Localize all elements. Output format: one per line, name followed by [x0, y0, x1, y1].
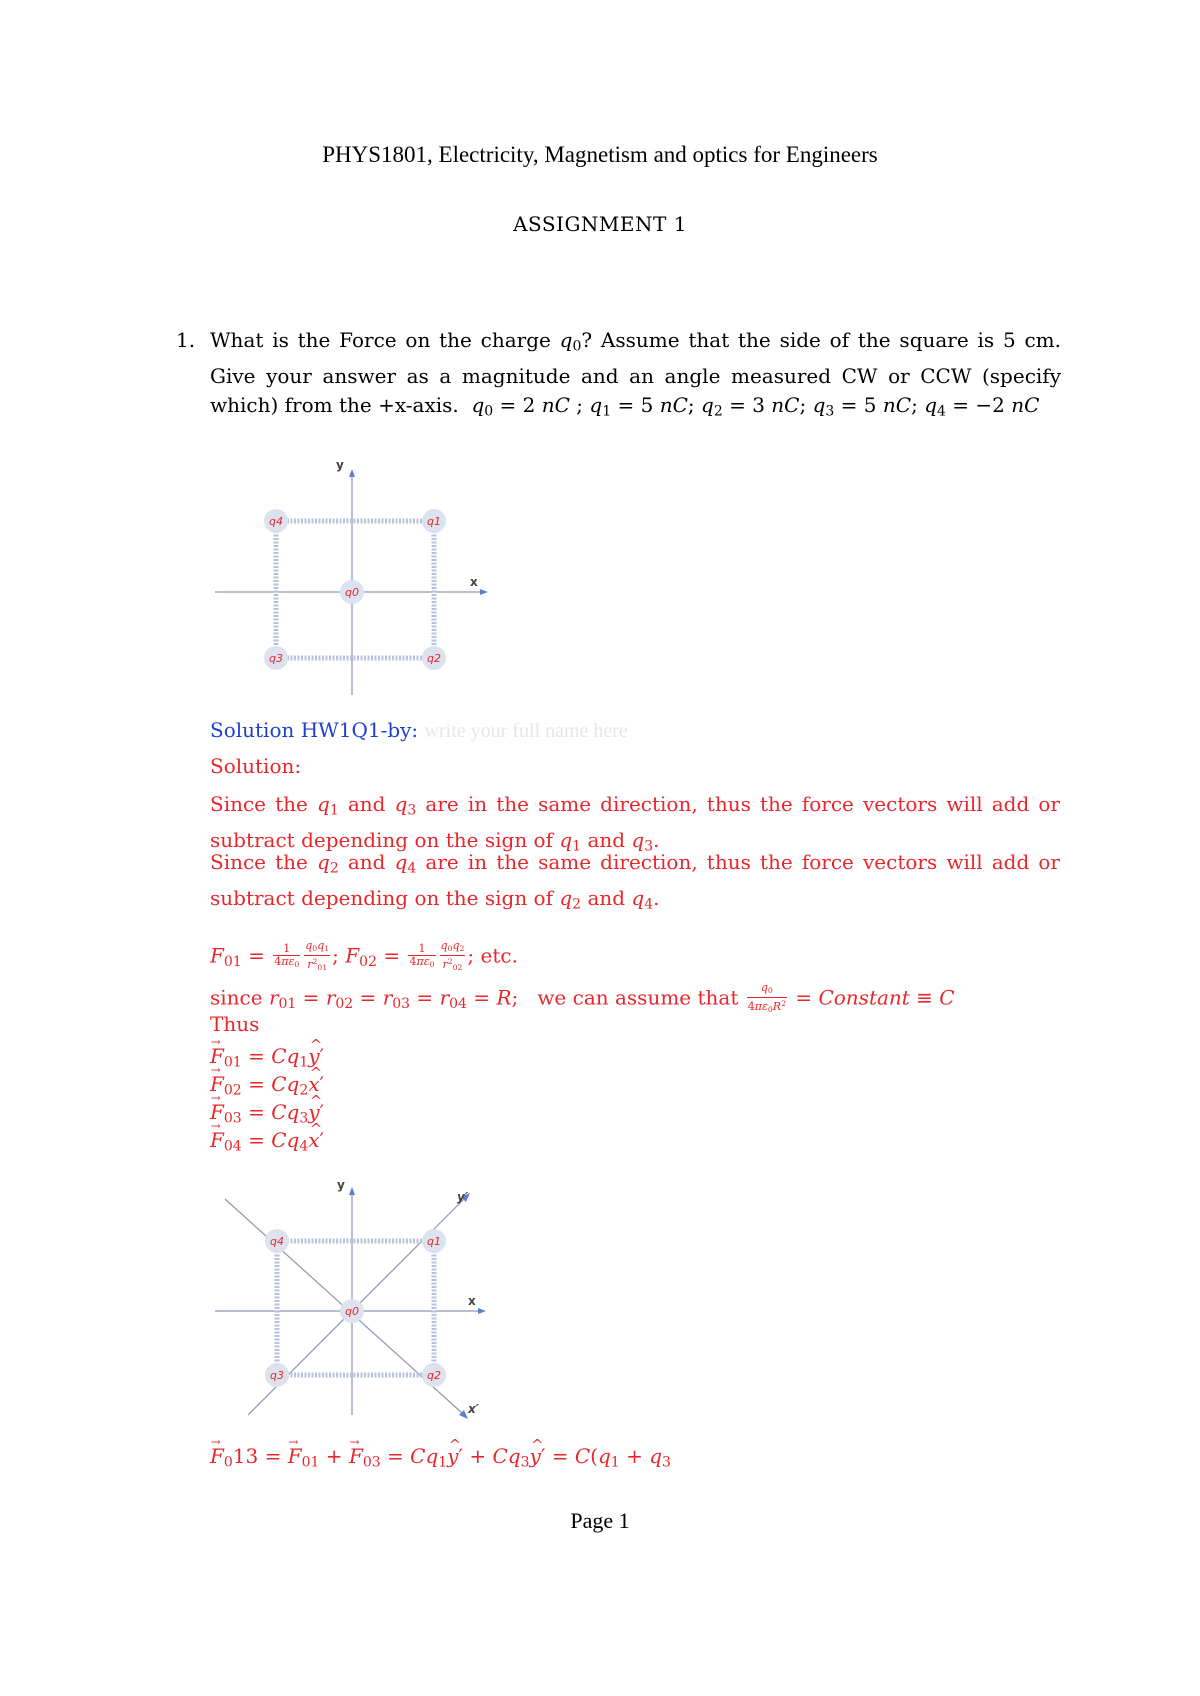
- charge-q4: [264, 509, 288, 533]
- charge-q0: [340, 1299, 364, 1323]
- svg-text:q1: q1: [427, 1235, 441, 1248]
- force-sum-13-equation: → $F_013$ = → $F_{01}$ + → $F_{03}$ = $Cq_1\^{}$ $y' + Cq_3\^{}$ $y' = C(q_1 + q_3$: [210, 1444, 671, 1471]
- svg-text:q4: q4: [269, 515, 283, 528]
- svg-text:q3: q3: [269, 652, 283, 665]
- y-axis-arrow: [349, 1187, 355, 1195]
- page-number: Page 1: [570, 1508, 630, 1533]
- y-axis-arrow: [349, 469, 355, 477]
- question-number: 1.: [176, 328, 196, 352]
- charge-q1: [422, 509, 446, 533]
- charge-q1: [422, 1229, 446, 1253]
- x-axis-label: x: [468, 1294, 476, 1308]
- assignment-title: ASSIGNMENT 1: [513, 212, 687, 236]
- solution-paragraph-2: Since the $q_2$ and $q_4$ are in the same direction, thus the force vectors will add or subtract depending on the sign of $q_2$ and $q_4$.: [210, 850, 1060, 912]
- x-axis-arrow: [480, 589, 488, 595]
- svg-text:q4: q4: [270, 1235, 284, 1248]
- solution-heading-line: [210, 718, 628, 743]
- svg-text:q3: q3: [270, 1369, 284, 1382]
- svg-text:q0: q0: [345, 586, 359, 599]
- rotated-axes-diagram: [200, 1175, 500, 1425]
- force-vector-03: → $F_{03}$ = $Cq_3\^{}$ y′: [210, 1100, 324, 1127]
- charge-q3: [264, 646, 288, 670]
- x-axis-label: x: [470, 575, 478, 589]
- svg-text:q2: q2: [427, 652, 441, 665]
- name-placeholder: write your full name here: [424, 720, 628, 742]
- distance-equality-line: since $r_{01} = r_{02} = r_{03} = r_{04} = R$; we can assume that $\frac{q_0}{4\pi\varepsilon_0R^2}$ = Constant ≡ C: [210, 981, 955, 1014]
- svg-text:q0: q0: [345, 1305, 359, 1318]
- charge-q2: [422, 1363, 446, 1387]
- page-title: PHYS1801, Electricity, Magnetism and optics for Engineers: [322, 142, 878, 167]
- force-vector-04: → $F_{04}$ = $Cq_4\^{}$ x′: [210, 1128, 324, 1155]
- x-prime-label: x′: [468, 1402, 479, 1416]
- solution-heading: Solution HW1Q1-by:: [210, 718, 419, 742]
- y-prime-label: y′: [457, 1190, 468, 1204]
- charge-q0: [340, 580, 364, 604]
- charge-q3: [265, 1363, 289, 1387]
- charge-q2: [422, 646, 446, 670]
- thus-label: Thus: [210, 1012, 260, 1036]
- charge-q4: [265, 1229, 289, 1253]
- solution-paragraph-1: Since the $q_1$ and $q_3$ are in the same direction, thus the force vectors will add or subtract depending on the sign of $q_1$ and $q_3$.: [210, 792, 1060, 854]
- y-axis-label: y: [336, 458, 344, 472]
- charge-square-diagram: [200, 455, 500, 705]
- force-vector-02: → $F_{02}$ = $Cq_2\^{}$ x′: [210, 1072, 324, 1099]
- solution-label: Solution:: [210, 754, 302, 778]
- svg-text:q2: q2: [427, 1369, 441, 1382]
- question-text: What is the Force on the charge $q_0$? Assume that the side of the square is 5 cm. Give your answer as a magnitude and an angle measured CW or CCW (specify which) from the +x-axis. $q_0 = 2$ nC ; $q_1 = 5$ nC; $q_2 = 3$ nC; $q_3 = 5$ nC; $q_4 = -2$ nC: [210, 328, 1061, 419]
- y-axis-label: y: [337, 1178, 345, 1192]
- force-vector-01: → $F_{01}$ = $Cq_1\^{}$ y′: [210, 1044, 324, 1071]
- svg-text:q1: q1: [427, 515, 441, 528]
- coulomb-force-equations: $F_{01}$ = $\frac{1}{4\pi\varepsilon_0}$ $\frac{q_0q_1}{r^2_{01}}$ ; $F_{02}$ = $\frac{1}{4\pi\varepsilon_0}$ $\frac{q_0q_2}{r^2_{02}}$ ; etc.: [210, 939, 518, 972]
- x-axis-arrow: [478, 1308, 486, 1314]
